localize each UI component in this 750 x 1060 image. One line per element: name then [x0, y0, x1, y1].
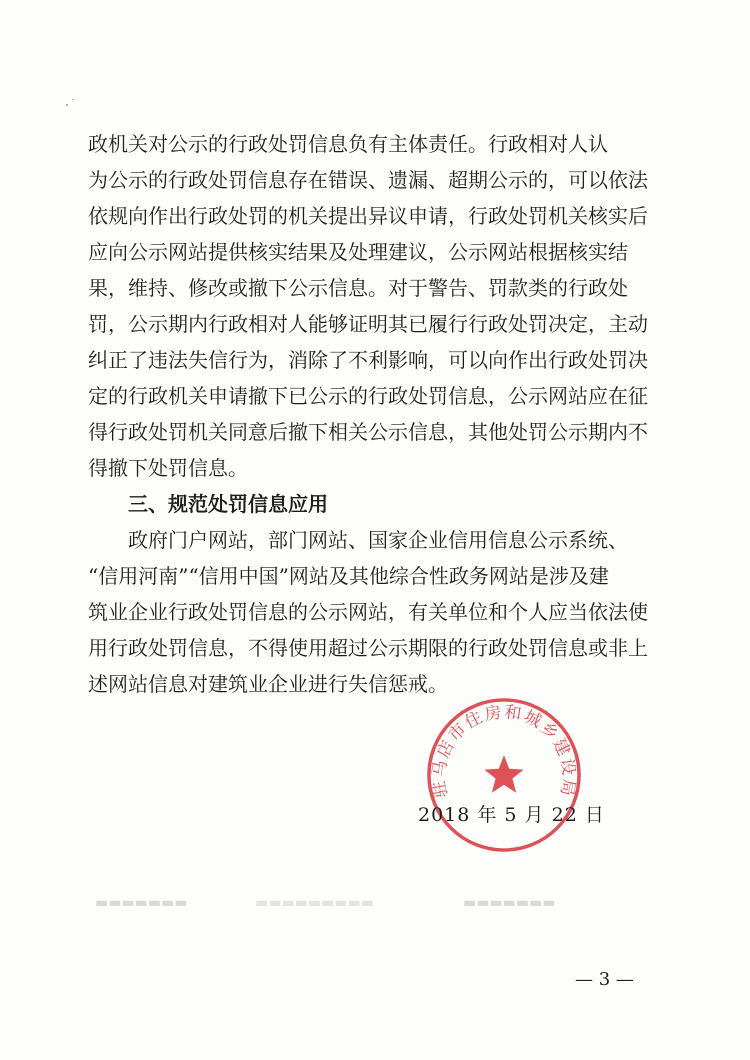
paragraph-line: 为公示的行政处罚信息存在错误、遗漏、超期公示的，可以依法 [88, 168, 648, 192]
show-through-text: ▬▬▬▬▬▬▬▬▬ [255, 895, 375, 911]
paragraph-line: “信用河南”“信用中国”网站及其他综合性政务网站是涉及建 [88, 564, 609, 588]
paragraph-line: 罚，公示期内行政相对人能够证明其已履行行政处罚决定，主动 [88, 312, 648, 336]
paragraph-line: 得行政处罚机关同意后撤下相关公示信息，其他处罚公示期内不 [88, 420, 648, 444]
paragraph-line: 用行政处罚信息，不得使用超过公示期限的行政处罚信息或非上 [88, 636, 648, 660]
paragraph-line: 定的行政机关申请撤下已公示的行政处罚信息，公示网站应在征 [88, 384, 648, 408]
paragraph-line: 果，维持、修改或撤下公示信息。对于警告、罚款类的行政处 [88, 276, 628, 300]
paragraph-line: 依规向作出行政处罚的机关提出异议申请，行政处罚机关核实后 [88, 204, 648, 228]
paragraph-line: 筑业企业行政处罚信息的公示网站，有关单位和个人应当依法使 [88, 600, 648, 624]
paragraph-line: 政机关对公示的行政处罚信息负有主体责任。行政相对人认 [88, 132, 608, 156]
show-through-text: ▬▬▬▬▬▬▬ [463, 895, 556, 911]
show-through-text: ▬▬▬▬▬▬▬ [95, 895, 188, 911]
paragraph-line: 得撤下处罚信息。 [88, 456, 248, 480]
seal-text: 驻马店市住房和城乡建设局 [428, 701, 580, 800]
seal-star [484, 755, 523, 792]
paragraph-line: 述网站信息对建筑业企业进行失信惩戒。 [88, 672, 448, 696]
document-date: 2018 年 5 月 22 日 [418, 804, 605, 826]
scan-speck [72, 99, 74, 100]
document-body [88, 126, 680, 702]
section-heading: 三、规范处罚信息应用 [128, 492, 328, 516]
official-seal-icon [425, 696, 583, 854]
page-number: — 3 — [575, 969, 634, 990]
paragraph-line: 政府门户网站，部门网站、国家企业信用信息公示系统、 [128, 528, 628, 552]
paragraph-line: 纠正了违法失信行为，消除了不利影响，可以向作出行政处罚决 [88, 348, 648, 372]
paragraph-line: 应向公示网站提供核实结果及处理建议，公示网站根据核实结 [88, 240, 628, 264]
scan-speck [66, 104, 68, 106]
